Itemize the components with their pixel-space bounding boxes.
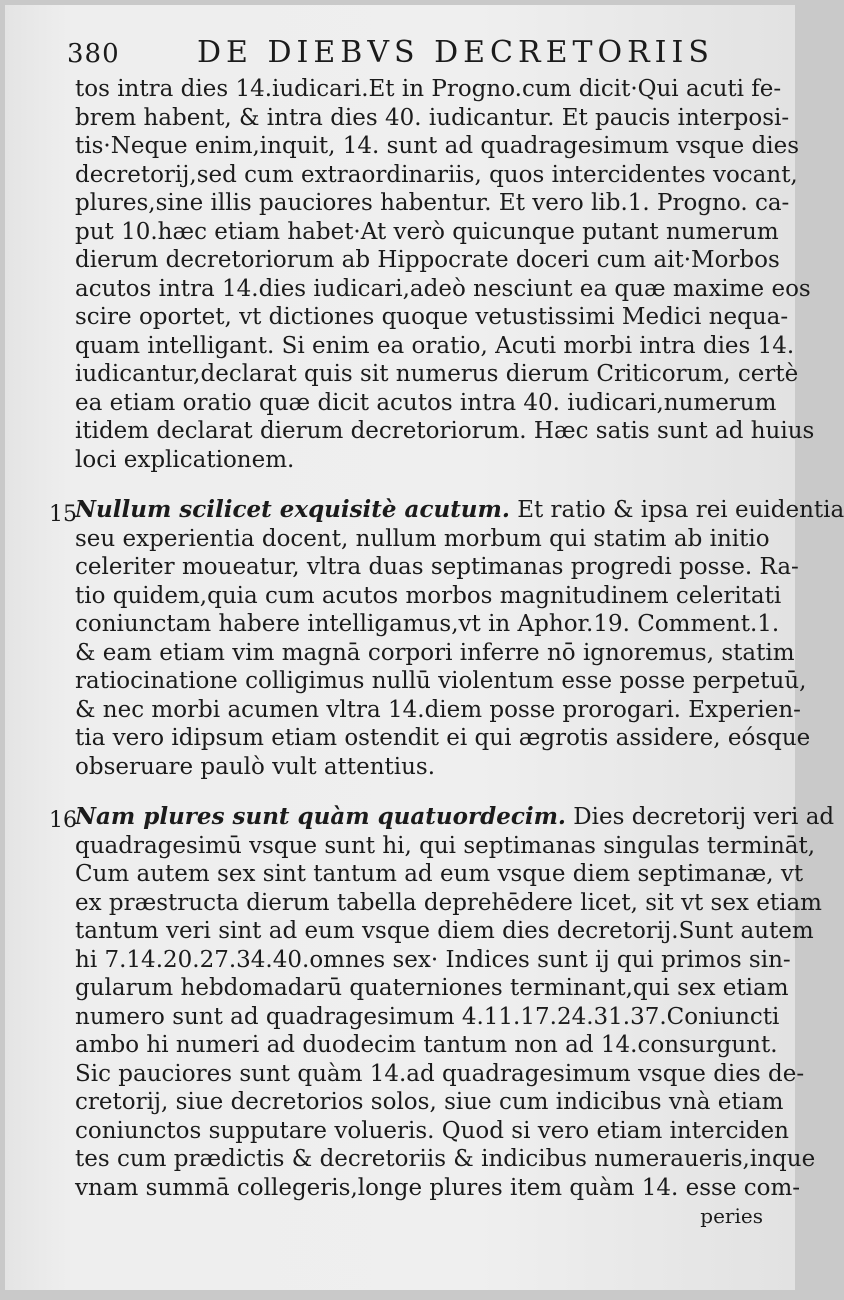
text-line: dierum decretoriorum ab Hippocrate doceri cum ait·Morbos <box>75 247 780 273</box>
text-line: decretorij,sed cum extraordinariis, quos intercidentes vocant, <box>75 161 798 188</box>
text-line: tantum veri sint ad eum vsque diem dies decretorij.Sunt autem <box>75 918 814 944</box>
text-line: loci explicationem. <box>75 446 295 473</box>
text-line: brem habent, & intra dies 40. iudicantur. Et paucis interposi- <box>75 104 790 131</box>
page-body <box>75 75 844 1231</box>
text-line: hi 7.14.20.27.34.40.omnes sex· Indices sunt ij qui primos sin- <box>75 946 791 973</box>
text-line: ratiocinatione colligimus nullū violentum esse posse perpetuū, <box>75 668 807 694</box>
paragraph-gap <box>75 474 775 496</box>
book-page <box>5 5 844 1290</box>
lemma-continuation: Dies decretorij veri ad <box>565 804 835 830</box>
text-line <box>75 496 844 525</box>
text-line: quadragesimū vsque sunt hi, qui septimanas singulas termināt, <box>75 832 816 859</box>
text-line: coniunctos supputare volueris. Quod si vero etiam interciden <box>75 1117 789 1144</box>
page-header <box>67 35 757 75</box>
text-line: Cum autem sex sint tantum ad eum vsque diem septimanæ, vt <box>75 861 804 887</box>
text-line: vnam summā collegeris,longe plures item quàm 14. esse com- <box>75 1174 801 1201</box>
margin-number-16: 16 <box>49 808 77 833</box>
page-number: 380 <box>67 39 120 69</box>
text-line: ex præstructa dierum tabella deprehēdere licet, sit vt sex etiam <box>75 889 822 916</box>
lemma: Nam plures sunt quàm quatuordecim. <box>75 803 566 830</box>
lemma: Nullum scilicet exquisitè acutum. <box>75 496 510 523</box>
lemma-continuation: Et ratio & ipsa rei euidentia <box>509 497 844 523</box>
text-line: cretorij, siue decretorios solos, siue cum indicibus vnà etiam <box>75 1089 784 1115</box>
text-line: scire oportet, vt dictiones quoque vetustissimi Medici nequa- <box>75 304 789 330</box>
text-line: obseruare paulò vult attentius. <box>75 753 436 780</box>
text-line: plures,sine illis pauciores habentur. Et vero lib.1. Progno. ca- <box>75 190 790 216</box>
text-line: & nec morbi acumen vltra 14.diem posse prorogari. Experien- <box>75 696 801 723</box>
paragraph-1 <box>75 75 815 474</box>
text-line: tia vero idipsum etiam ostendit ei qui ægrotis assidere, eósque <box>75 725 811 751</box>
text-line: Sic pauciores sunt quàm 14.ad quadragesimum vsque dies de- <box>75 1060 805 1087</box>
text-line: tos intra dies 14.iudicari.Et in Progno.cum dicit·Qui acuti fe- <box>75 76 782 102</box>
text-line: acutos intra 14.dies iudicari,adeò nesciunt ea quæ maxime eos <box>75 275 811 302</box>
text-line: tio quidem,quia cum acutos morbos magnitudinem celeritati <box>75 582 782 609</box>
text-line: gularum hebdomadarū quaterniones terminant,qui sex etiam <box>75 975 789 1001</box>
text-line: iudicantur,declarat quis sit numerus dierum Criticorum, certè <box>75 361 799 387</box>
running-title: DE DIEBVS DECRETORIIS <box>197 35 714 70</box>
text-line: tes cum prædictis & decretoriis & indicibus numeraueris,inque <box>75 1146 816 1172</box>
paragraph-gap <box>75 781 775 803</box>
text-line <box>75 803 835 832</box>
text-line: numero sunt ad quadragesimum 4.11.17.24.31.37.Coniuncti <box>75 1003 780 1030</box>
catchword: peries <box>700 1204 763 1228</box>
text-line: & eam etiam vim magnā corpori inferre nō ignoremus, statim <box>75 639 795 666</box>
text-line: celeriter moueatur, vltra duas septimanas progredi posse. Ra- <box>75 554 799 580</box>
text-line: itidem declarat dierum decretoriorum. Hæc satis sunt ad huius <box>75 418 815 444</box>
text-line: put 10.hæc etiam habet·At verò quicunque putant numerum <box>75 218 779 245</box>
paragraph-3 <box>75 803 835 1202</box>
text-line: quam intelligant. Si enim ea oratio, Acuti morbi intra dies 14. <box>75 332 795 359</box>
text-line: ambo hi numeri ad duodecim tantum non ad 14.consurgunt. <box>75 1032 778 1058</box>
margin-number-15: 15 <box>49 502 77 527</box>
text-line: seu experientia docent, nullum morbum qui statim ab initio <box>75 525 770 552</box>
paragraph-2 <box>75 496 844 781</box>
text-line: tis·Neque enim,inquit, 14. sunt ad quadragesimum vsque dies <box>75 133 800 159</box>
text-line: ea etiam oratio quæ dicit acutos intra 40. iudicari,numerum <box>75 389 777 416</box>
text-line: coniunctam habere intelligamus,vt in Aphor.19. Comment.1. <box>75 611 780 637</box>
